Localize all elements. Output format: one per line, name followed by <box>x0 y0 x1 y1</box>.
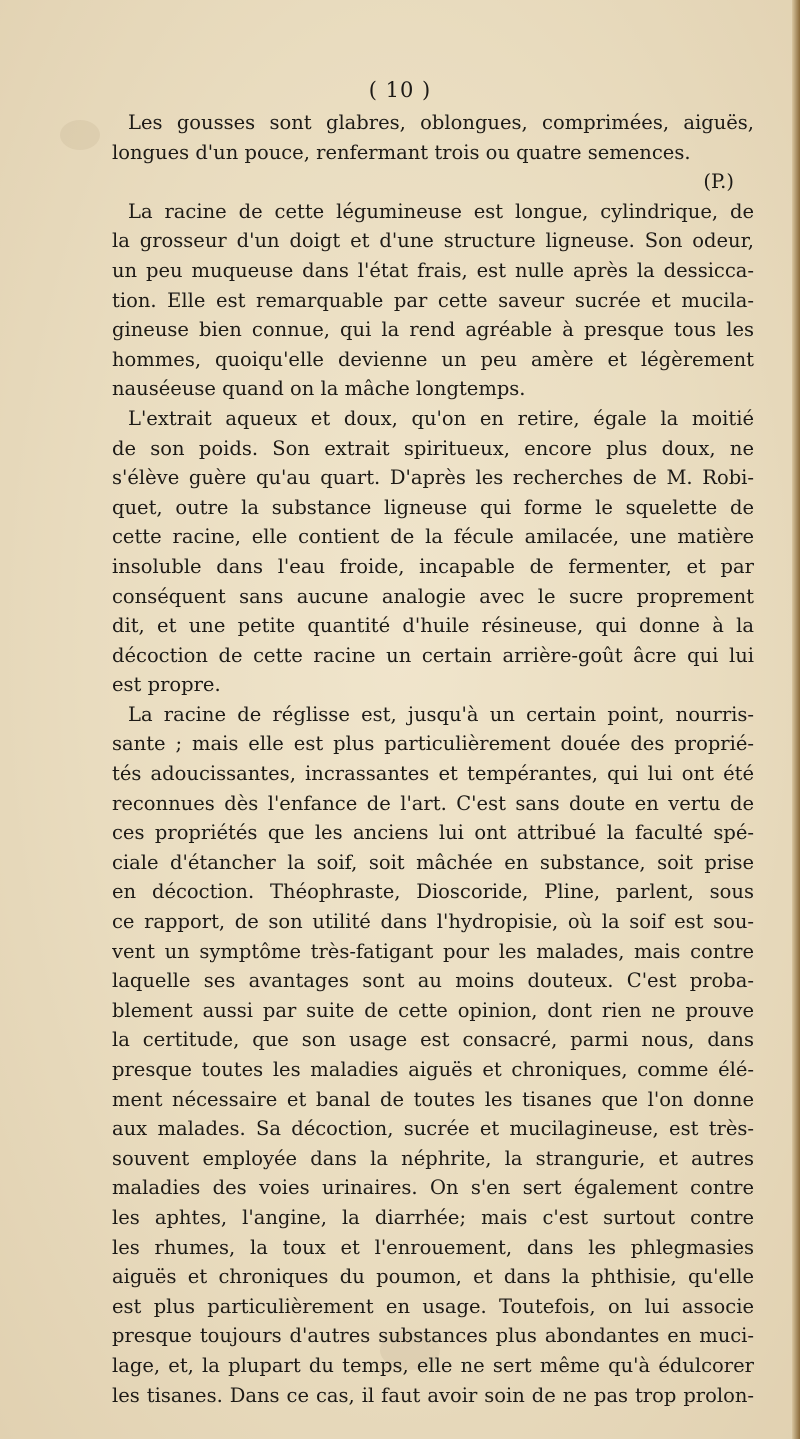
body-text <box>112 108 754 1410</box>
text-line: ces propriétés que les anciens lui ont attribué la faculté spé- <box>112 821 754 845</box>
text-line: gineuse bien connue, qui la rend agréable à presque tous les <box>112 318 754 342</box>
text-line: presque toujours d'autres substances plus abondantes en muci- <box>112 1324 754 1348</box>
text-line: La racine de réglisse est, jusqu'à un certain point, nourris- <box>128 702 754 726</box>
text-line: un peu muqueuse dans l'état frais, est nulle après la dessicca- <box>112 258 754 282</box>
text-line: longues d'un pouce, renfermant trois ou quatre semences. <box>112 140 691 164</box>
text-line: est plus particulièrement en usage. Toutefois, on lui associe <box>112 1294 754 1318</box>
text-line: en décoction. Théophraste, Dioscoride, Pline, parlent, sous <box>112 880 754 904</box>
text-line: presque toutes les maladies aiguës et chroniques, comme élé- <box>112 1058 754 1081</box>
text-line: quet, outre la substance ligneuse qui forme le squelette de <box>112 495 754 519</box>
text-line: la certitude, que son usage est consacré, parmi nous, dans <box>112 1028 754 1052</box>
text-line: nauséeuse quand on la mâche longtemps. <box>112 377 526 401</box>
text-line: aux malades. Sa décoction, sucrée et mucilagineuse, est très- <box>112 1117 754 1141</box>
text-line: s'élève guère qu'au quart. D'après les recherches de M. Robi- <box>112 466 754 490</box>
text-line: aiguës et chroniques du poumon, et dans la phthisie, qu'elle <box>112 1265 754 1289</box>
text-line: hommes, quoiqu'elle devienne un peu amère et légèrement <box>112 347 754 371</box>
text-line: tés adoucissantes, incrassantes et tempérantes, qui lui ont été <box>112 762 754 786</box>
text-line: dit, et une petite quantité d'huile résineuse, qui donne à la <box>112 614 754 638</box>
text-line: la grosseur d'un doigt et d'une structure ligneuse. Son odeur, <box>112 229 754 253</box>
page-number: ( 10 ) <box>368 78 432 102</box>
text-line: est propre. <box>112 673 221 697</box>
text-line: les rhumes, la toux et l'enrouement, dans les phlegmasies <box>112 1235 754 1259</box>
text-line: les aphtes, l'angine, la diarrhée; mais c'est surtout contre <box>112 1205 754 1229</box>
text-line: maladies des voies urinaires. On s'en sert également contre <box>112 1176 754 1200</box>
paper-stain <box>60 120 100 150</box>
text-line: vent un symptôme très-fatigant pour les malades, mais contre <box>112 939 754 963</box>
text-line: insoluble dans l'eau froide, incapable de fermenter, et par <box>112 554 754 578</box>
text-line: La racine de cette légumineuse est longue, cylindrique, de <box>128 199 754 223</box>
text-line: ce rapport, de son utilité dans l'hydropisie, où la soif est sou- <box>112 910 754 934</box>
text-line: sante ; mais elle est plus particulièrement douée des proprié- <box>112 732 754 756</box>
text-line: de son poids. Son extrait spiritueux, encore plus doux, ne <box>112 436 754 460</box>
text-line: Les gousses sont glabres, oblongues, comprimées, aiguës, <box>128 111 754 134</box>
text-line: ciale d'étancher la soif, soit mâchée en substance, soit prise <box>112 850 754 874</box>
signature-mark: (P.) <box>703 170 734 194</box>
text-line: souvent employée dans la néphrite, la strangurie, et autres <box>112 1146 754 1170</box>
text-line: lage, et, la plupart du temps, elle ne sert même qu'à édulcorer <box>112 1353 754 1377</box>
text-line: laquelle ses avantages sont au moins douteux. C'est proba- <box>112 969 754 993</box>
text-line: reconnues dès l'enfance de l'art. C'est sans doute en vertu de <box>112 791 754 815</box>
text-line: décoction de cette racine un certain arrière-goût âcre qui lui <box>112 643 754 667</box>
text-line: L'extrait aqueux et doux, qu'on en retire, égale la moitié <box>128 406 754 430</box>
text-line: les tisanes. Dans ce cas, il faut avoir soin de ne pas trop prolon- <box>112 1383 754 1407</box>
text-line: ment nécessaire et banal de toutes les tisanes que l'on donne <box>112 1087 754 1111</box>
text-line: cette racine, elle contient de la fécule amilacée, une matière <box>112 525 754 549</box>
text-line: tion. Elle est remarquable par cette saveur sucrée et mucila- <box>112 288 754 312</box>
page-edge <box>792 0 800 1439</box>
text-line: conséquent sans aucune analogie avec le sucre proprement <box>112 584 754 608</box>
text-line: blement aussi par suite de cette opinion, dont rien ne prouve <box>112 998 754 1022</box>
